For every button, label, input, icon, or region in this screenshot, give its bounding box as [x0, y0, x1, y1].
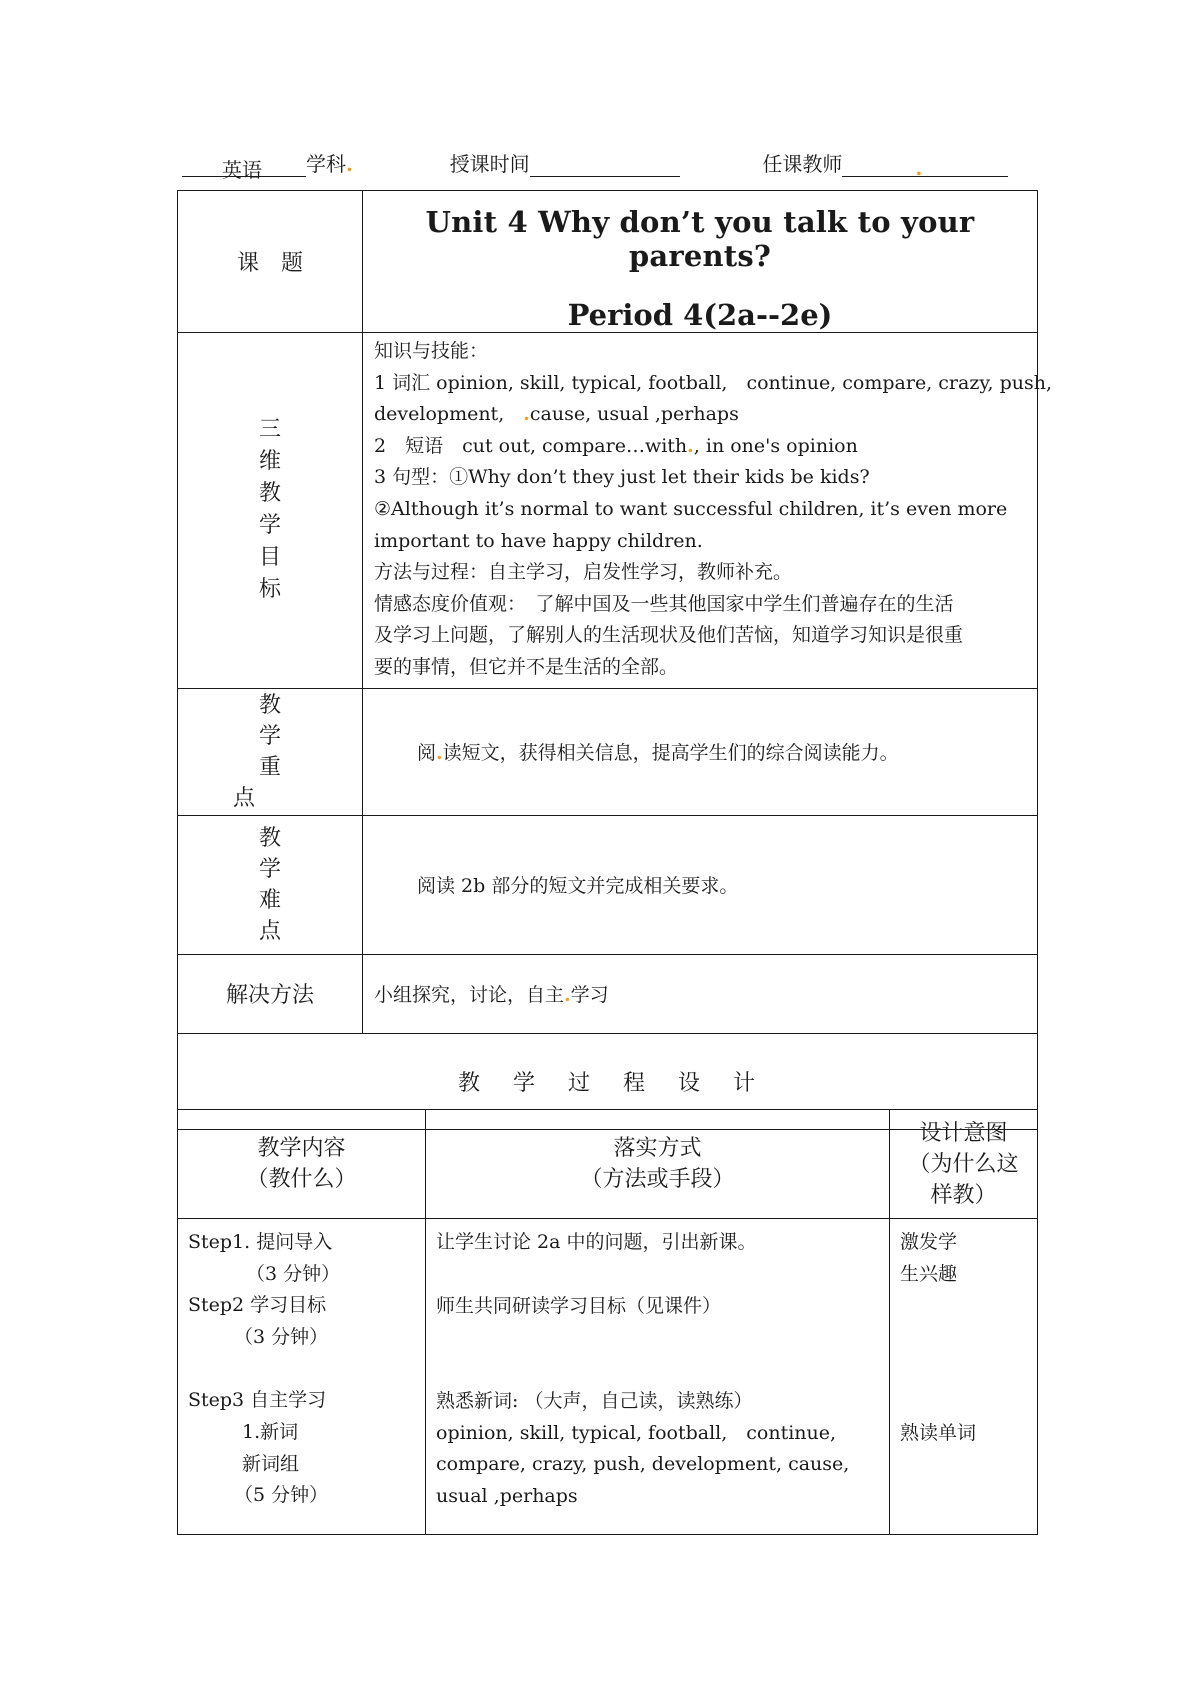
title-line-2: Period 4(2a--2e) [567, 298, 833, 332]
intent-3: 熟读单词 [900, 1422, 977, 1445]
lesson-title [363, 191, 1038, 333]
methods-content [426, 1219, 890, 1535]
goals-line: development, .cause, usual ,perhaps [374, 403, 739, 426]
subject-name: 英语 [222, 154, 262, 177]
method-3-words: compare, crazy, push, development, cause, [436, 1453, 850, 1476]
method-1: 让学生讨论 2a 中的问题，引出新课。 [436, 1231, 757, 1253]
process-steps-row [178, 1219, 1038, 1535]
document-header [182, 148, 1030, 182]
key-points-content: 阅.读短文，获得相关信息，提高学生们的综合阅读能力。 [363, 688, 1038, 815]
dot-mark: . [346, 152, 353, 176]
difficult-points-content: 阅读 2b 部分的短文并完成相关要求。 [363, 815, 1038, 954]
goals-line: ②Although it’s normal to want successful children, it’s even more [374, 497, 1008, 520]
solution-label: 解决方法 [178, 954, 363, 1033]
intent-header: 设计意图 （为什么这 样教） [890, 1110, 1038, 1219]
step-3-sub-1: 1.新词 [242, 1420, 299, 1443]
intent-2: 生兴趣 [900, 1262, 958, 1285]
difficult-points-row [178, 815, 1038, 954]
step-1: Step1. 提问导入 [188, 1231, 333, 1253]
goals-line: 及学习上问题，了解别人的生活现状及他们苦恼，知道学习知识是很重 [374, 624, 964, 647]
step-2-time: （3 分钟） [234, 1325, 329, 1348]
process-header-row [178, 1110, 1038, 1219]
goals-line: 知识与技能： [374, 340, 489, 362]
goals-line: 1 词汇 opinion, skill, typical, football, continue, compare, crazy, push, [374, 371, 1053, 394]
step-3: Step3 自主学习 [188, 1389, 327, 1412]
goals-label-cell [178, 333, 363, 689]
teacher-label: 任课教师 [762, 152, 843, 176]
time-label: 授课时间 [449, 152, 530, 176]
method-2: 师生共同研读学习目标（见课件） [436, 1294, 722, 1317]
solution-content: 小组探究，讨论，自主.学习 [363, 954, 1038, 1033]
goals-row [178, 333, 1038, 689]
subject-suffix: 学科 [306, 152, 346, 176]
step-1-time: （3 分钟） [246, 1262, 341, 1285]
goals-line: important to have happy children. [374, 529, 703, 552]
process-table [177, 1109, 1038, 1535]
subject-blank-left [182, 154, 222, 177]
steps-content [178, 1219, 426, 1535]
step-2: Step2 学习目标 [188, 1294, 327, 1317]
solution-row [178, 954, 1038, 1033]
title-line-1: Unit 4 Why don’t you talk to your parents? [425, 205, 975, 273]
content-header: 教学内容 （教什么） [178, 1110, 426, 1219]
goals-line: 3 句型：①Why don’t they just let their kids be kids? [374, 466, 870, 489]
method-3-words: opinion, skill, typical, football, continue, [436, 1421, 837, 1444]
time-blank [530, 154, 680, 177]
goals-content [363, 333, 1053, 689]
method-3-title: 熟悉新词: （大声，自己读，读熟练） [436, 1390, 753, 1413]
goals-line: 情感态度价值观： 了解中国及一些其他国家中学生们普遍存在的生活 [374, 592, 954, 615]
goals-label: 三维教学目标 [258, 417, 281, 603]
step-3-sub-2: 新词组 [242, 1452, 300, 1475]
intent-1: 激发学 [900, 1231, 958, 1253]
teacher-blank: . [842, 154, 1008, 177]
goals-line: 方法与过程：自主学习，启发性学习，教师补充。 [374, 561, 793, 584]
subject-blank-right [262, 154, 306, 177]
goals-line: 要的事情，但它并不是生活的全部。 [374, 655, 679, 678]
lesson-info-table [177, 190, 1053, 1130]
process-title: 教 学 过 程 设 计 [178, 1033, 1038, 1129]
intent-content [890, 1219, 1038, 1535]
goals-line: 2 短语 cut out, compare…with., in one's opinion [374, 434, 858, 457]
key-points-row [178, 688, 1038, 815]
topic-row [178, 191, 1038, 333]
topic-label: 课 题 [178, 191, 363, 333]
key-points-label: 教 学 重 点 [178, 688, 363, 815]
step-3-time: （5 分钟） [234, 1484, 329, 1507]
method-header: 落实方式 （方法或手段） [426, 1110, 890, 1219]
difficult-points-label: 教 学 难 点 [178, 815, 363, 954]
method-3-words: usual ,perhaps [436, 1484, 578, 1507]
